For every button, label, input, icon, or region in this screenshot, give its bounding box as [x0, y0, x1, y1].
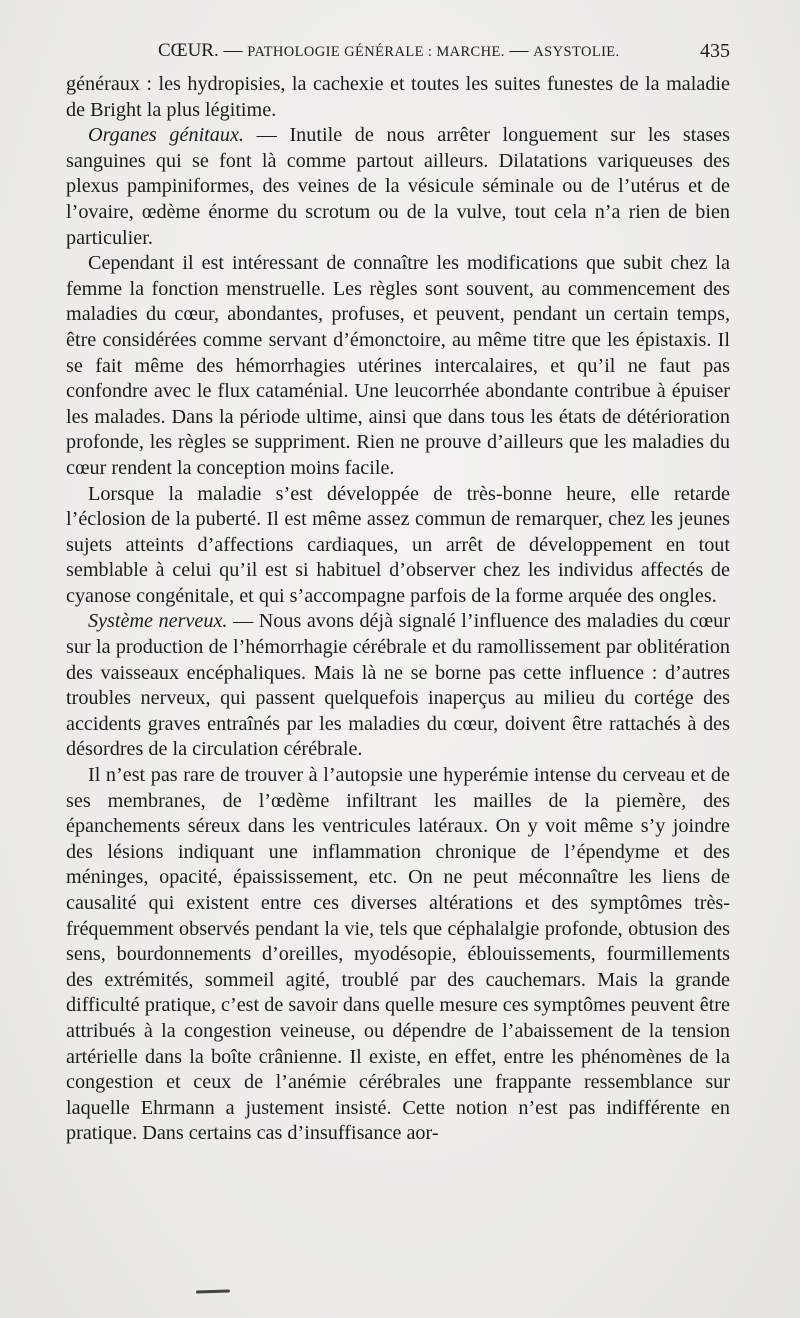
paragraph-text: Cependant il est intéressant de connaître les modifications que subit chez la femme la fonction menstruelle. Les règles sont souvent, au commencement des maladies du cœur, abondantes, profuses, et peuvent, pendant un certain temps, être considérées comme servant d’émonctoire, au même titre que les épistaxis. Il se fait même des hémorrhagies utérines intercalaires, et qu’il ne faut pas confondre avec le flux cataménial. Une leucorrhée abondante contribue à épuiser les malades. Dans la période ultime, ainsi que dans tous les états de détérioration profonde, les règles se suppriment. Rien ne prouve d’ailleurs que les maladies du cœur rendent la conception moins facile.	[66, 252, 730, 479]
paragraph	[66, 123, 730, 251]
paragraph-lead: Système nerveux.	[88, 610, 228, 633]
paragraph-text: — Nous avons déjà signalé l’influence des maladies du cœur sur la production de l’hémorrhagie cérébrale et du ramollissement par oblitération des vaisseaux encéphaliques. Mais là ne se borne pas cette influence : d’autres troubles nerveux, qui passent quelquefois inaperçus au milieu du cortége des accidents graves entraînés par les maladies du cœur, doivent être rattachés à des désordres de la circulation cérébrale.	[66, 610, 730, 761]
running-header	[66, 36, 730, 66]
paragraph	[66, 251, 730, 481]
header-chapter: CŒUR.	[158, 40, 219, 61]
header-dash: —	[223, 40, 243, 61]
paragraph	[66, 482, 730, 610]
page-number: 435	[700, 40, 730, 62]
header-subsection: ASYSTOLIE.	[533, 44, 620, 60]
paragraph-text: Lorsque la maladie s’est développée de très-bonne heure, elle retarde l’éclosion de la puberté. Il est même assez commun de remarquer, chez les jeunes sujets atteints d’affections cardiaques, un arrêt de développement en tout semblable à celui qu’il est si habituel d’observer chez les individus affectés de cyanose congénitale, et qui s’accompagne parfois de la forme arquée des ongles.	[66, 482, 730, 607]
paragraph-lead: Organes génitaux.	[88, 124, 244, 147]
header-dash: —	[509, 40, 529, 61]
paragraph	[66, 609, 730, 763]
paragraph-text: — Inutile de nous arrêter longuement sur les stases sanguines qui se font là comme partout ailleurs. Dilatations variqueuses des plexus pampiniformes, des veines de la vésicule séminale ou de l’utérus et de l’ovaire, œdème énorme du scrotum ou de la vulve, tout cela n’a rien de bien particulier.	[66, 124, 730, 249]
paragraph	[66, 763, 730, 1147]
paragraph	[66, 72, 730, 123]
ink-mark	[196, 1289, 230, 1293]
running-title	[158, 36, 620, 67]
paragraph-text: généraux : les hydropisies, la cachexie et toutes les suites funestes de la maladie de Bright la plus légitime.	[66, 73, 730, 121]
paragraph-text: Il n’est pas rare de trouver à l’autopsie une hyperémie intense du cerveau et de ses membranes, de l’œdème infiltrant les mailles de la piemère, des épanchements séreux dans les ventricules latéraux. On y voit même s’y joindre des lésions indiquant une inflammation chronique de l’épendyme et des méninges, opacité, épaississement, etc. On ne peut méconnaître les liens de causalité qui existent entre ces diverses altérations et des symptômes très-fréquemment observés pendant la vie, tels que céphalalgie profonde, obtusion des sens, bourdonnements d’oreilles, myodésopie, éblouissements, fourmillements des extrémités, sommeil agité, troublé par des cauchemars. Mais la grande difficulté pratique, c’est de savoir dans quelle mesure ces symptômes peuvent être attribués à la congestion veineuse, ou dépendre de l’abaissement de la tension artérielle dans la boîte crânienne. Il existe, en effet, entre les phénomènes de la congestion et ceux de l’anémie cérébrales une frappante ressemblance sur laquelle Ehrmann a justement insisté. Cette notion n’est pas indifférente en pratique. Dans certains cas d’insuffisance aor-	[66, 764, 730, 1145]
body-text	[66, 72, 730, 1147]
header-section: PATHOLOGIE GÉNÉRALE : MARCHE.	[247, 44, 505, 60]
